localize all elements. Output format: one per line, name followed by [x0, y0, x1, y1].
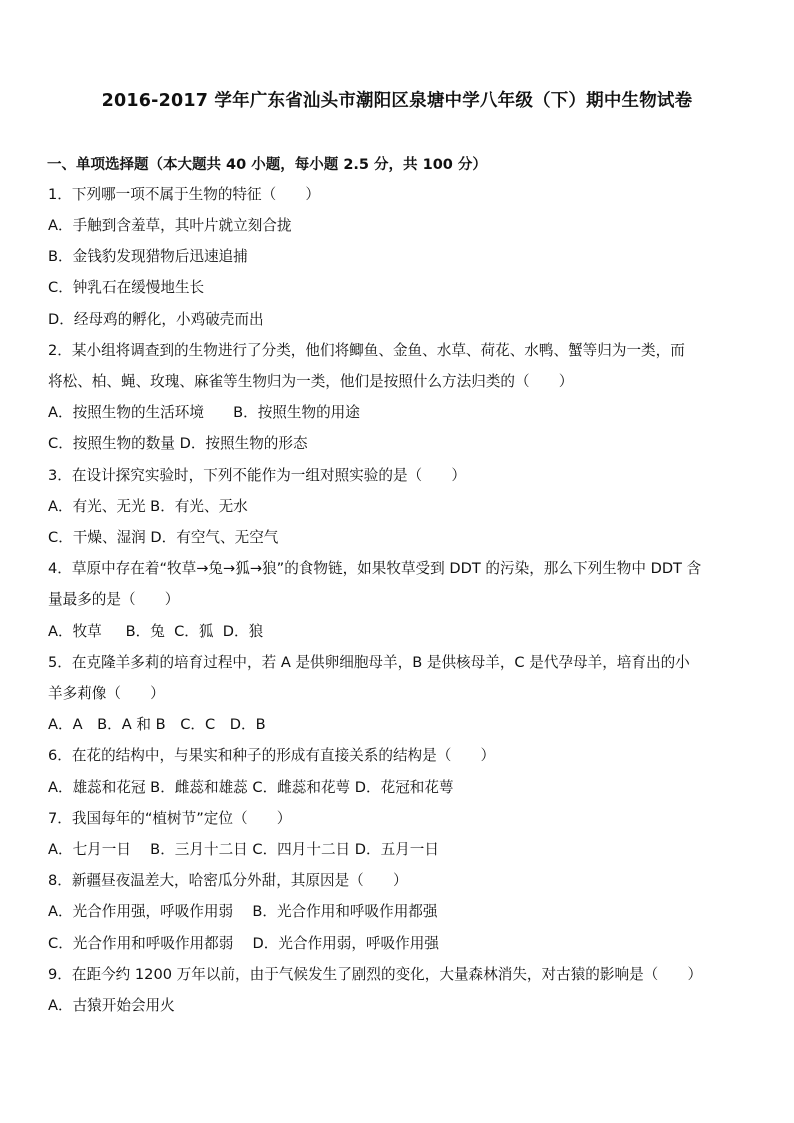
question-7-options: A．七月一日 B．三月十二日 C．四月十二日 D．五月一日	[48, 841, 439, 858]
question-4-options: A．牧草 B．兔 C．狐 D．狼	[48, 623, 264, 640]
question-9-stem: 9．在距今约 1200 万年以前，由于气候发生了剧烈的变化，大量森林消失，对古猿的影响是（ ）	[48, 966, 703, 983]
question-8-options-line-2: C．光合作用和呼吸作用都弱 D．光合作用弱，呼吸作用强	[48, 935, 439, 952]
question-1-option-a: A．手触到含羞草，其叶片就立刻合拢	[48, 217, 292, 234]
question-2-options-line-2: C．按照生物的数量 D．按照生物的形态	[48, 435, 308, 452]
question-5-options: A．A B．A 和 B C．C D．B	[48, 716, 266, 733]
question-1-option-b: B．金钱豹发现猎物后迅速追捕	[48, 248, 248, 265]
question-2-stem-line-2: 将松、柏、蝇、玫瑰、麻雀等生物归为一类，他们是按照什么方法归类的（ ）	[48, 373, 574, 390]
question-1-option-d: D．经母鸡的孵化，小鸡破壳而出	[48, 311, 264, 328]
question-2-stem-line-1: 2．某小组将调查到的生物进行了分类，他们将鲫鱼、金鱼、水草、荷花、水鸭、蟹等归为一类，而	[48, 342, 685, 359]
question-7-stem: 7．我国每年的“植树节”定位（ ）	[48, 810, 292, 827]
question-9-option-a: A．古猿开始会用火	[48, 997, 175, 1014]
question-3-options-line-2: C．干燥、湿润 D．有空气、无空气	[48, 529, 279, 546]
question-1-stem: 1．下列哪一项不属于生物的特征（ ）	[48, 186, 320, 203]
question-2-options-line-1: A．按照生物的生活环境 B．按照生物的用途	[48, 404, 360, 421]
question-6-options: A．雄蕊和花冠 B．雌蕊和雄蕊 C．雌蕊和花萼 D．花冠和花萼	[48, 779, 454, 796]
question-4-stem-line-2: 量最多的是（ ）	[48, 591, 180, 608]
question-3-stem: 3．在设计探究实验时，下列不能作为一组对照实验的是（ ）	[48, 467, 466, 484]
exam-title: 2016-2017 学年广东省汕头市潮阳区泉塘中学八年级（下）期中生物试卷	[101, 91, 693, 111]
question-8-stem: 8．新疆昼夜温差大，哈密瓜分外甜，其原因是（ ）	[48, 872, 408, 889]
question-4-stem-line-1: 4．草原中存在着“牧草→兔→狐→狼”的食物链，如果牧草受到 DDT 的污染，那么下列生物中 DDT 含	[48, 560, 702, 577]
question-6-stem: 6．在花的结构中，与果实和种子的形成有直接关系的结构是（ ）	[48, 747, 496, 764]
question-1-option-c: C．钟乳石在缓慢地生长	[48, 279, 205, 296]
question-8-options-line-1: A．光合作用强，呼吸作用弱 B．光合作用和呼吸作用都强	[48, 903, 438, 920]
question-5-stem-line-2: 羊多莉像（ ）	[48, 685, 165, 702]
question-3-options-line-1: A．有光、无光 B．有光、无水	[48, 498, 248, 515]
section-heading: 一、单项选择题（本大题共 40 小题，每小题 2.5 分，共 100 分）	[47, 157, 487, 173]
question-5-stem-line-1: 5．在克隆羊多莉的培育过程中，若 A 是供卵细胞母羊，B 是供核母羊，C 是代孕母羊，培育出的小	[48, 654, 690, 671]
